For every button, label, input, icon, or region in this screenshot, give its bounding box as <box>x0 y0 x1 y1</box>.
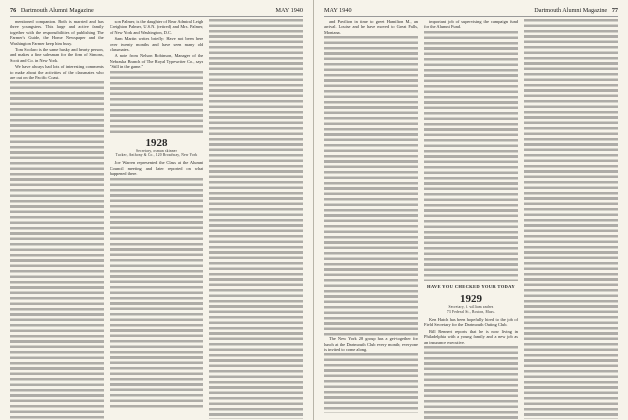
body-text-block <box>110 178 204 408</box>
paragraph: Ken Hatch has been hopefully hired to the job of Field Secretary for the Dartmouth Outing Club. <box>424 317 518 328</box>
class-secretary: Secretary, f. william andres <box>448 305 494 310</box>
page-number: 76 <box>10 7 17 14</box>
running-head: Dartmouth Alumni Magazine <box>20 7 94 14</box>
body-text-block <box>209 19 303 419</box>
class-heading-1928 <box>110 137 204 158</box>
body-text-block <box>324 353 418 413</box>
class-heading-1929 <box>424 293 518 314</box>
class-year: 1928 <box>145 136 168 149</box>
body-text-block <box>524 19 618 419</box>
issue-date: MAY 1940 <box>324 7 352 14</box>
class-year: 1929 <box>460 293 482 306</box>
paragraph: We have always had lots of interesting comments to make about the activities of the classmates who are out on the Pacific Coast. <box>10 64 104 81</box>
paragraph: The New York 28 group has a get-together for lunch at the Dartmouth Club every month; everyone is invited to come along. <box>324 336 418 353</box>
page-number: 77 <box>611 7 618 14</box>
body-text-block <box>324 36 418 336</box>
issue-date: MAY 1940 <box>275 7 303 14</box>
right-column-2 <box>424 19 518 419</box>
paragraph: and Pavilion in time to greet Hamilton M., an arrival. Louise and he have moved to Great Falls, Montana. <box>324 19 418 35</box>
right-column-1 <box>324 19 418 419</box>
left-page-header <box>10 6 303 17</box>
paragraph: mentioned companion. Both is married and has three youngsters. This large and active family together with the responsibilities of publishing The Farmer's Guide, the Home Newspaper and the Washington Farmer keep him busy. <box>10 19 104 46</box>
class-address: Tucker, Anthony & Co., 120 Broadway, New York <box>115 153 198 158</box>
notice-banner: HAVE YOU CHECKED YOUR TODAY <box>427 283 515 289</box>
paragraph: Sam Martin writes briefly: Have not been here over twenty months and have seen many old classmates. <box>109 36 204 53</box>
paragraph: important job of supervising the campaign fund for the Alumni Fund. <box>424 19 518 30</box>
class-address: 73 Federal St., Boston, Mass. <box>446 309 496 314</box>
paragraph: son Palmer, is the daughter of Rear Admiral Leigh Creighton Palmer, U.S.N. (retired) and Mrs. Palmer, of New York and Washington, D.C. <box>109 19 204 35</box>
paragraph: A note from Nelson Robinson, Manager of the Nebraska Branch of The Royal Typewriter Co., says "Still in the game." <box>109 53 204 70</box>
right-column-3 <box>524 19 618 419</box>
body-text-block <box>424 346 518 419</box>
paragraph: Joe Warren represented the Class at the Alumni Council meeting and later reported on what happened there. <box>109 160 204 177</box>
running-head: Dartmouth Alumni Magazine <box>534 7 608 14</box>
left-column-3 <box>209 19 303 419</box>
body-text-block <box>110 71 204 133</box>
left-column-2 <box>110 19 204 419</box>
body-text-block <box>10 81 104 419</box>
paragraph: Bill Rennert reports that he is now living in Philadelphia with a young family and a new job as an insurance executive. <box>424 328 518 345</box>
body-text-block <box>424 31 518 281</box>
left-column-1 <box>10 19 104 419</box>
right-page <box>314 0 628 420</box>
class-secretary: Secretary, osmun skinner <box>136 148 177 153</box>
paragraph: Tom Scolaro is the same husky and hearty person, and makes a fine salesman for the firm of Simons, Scott and Co. in New York. <box>10 47 104 63</box>
right-page-header <box>324 6 618 17</box>
